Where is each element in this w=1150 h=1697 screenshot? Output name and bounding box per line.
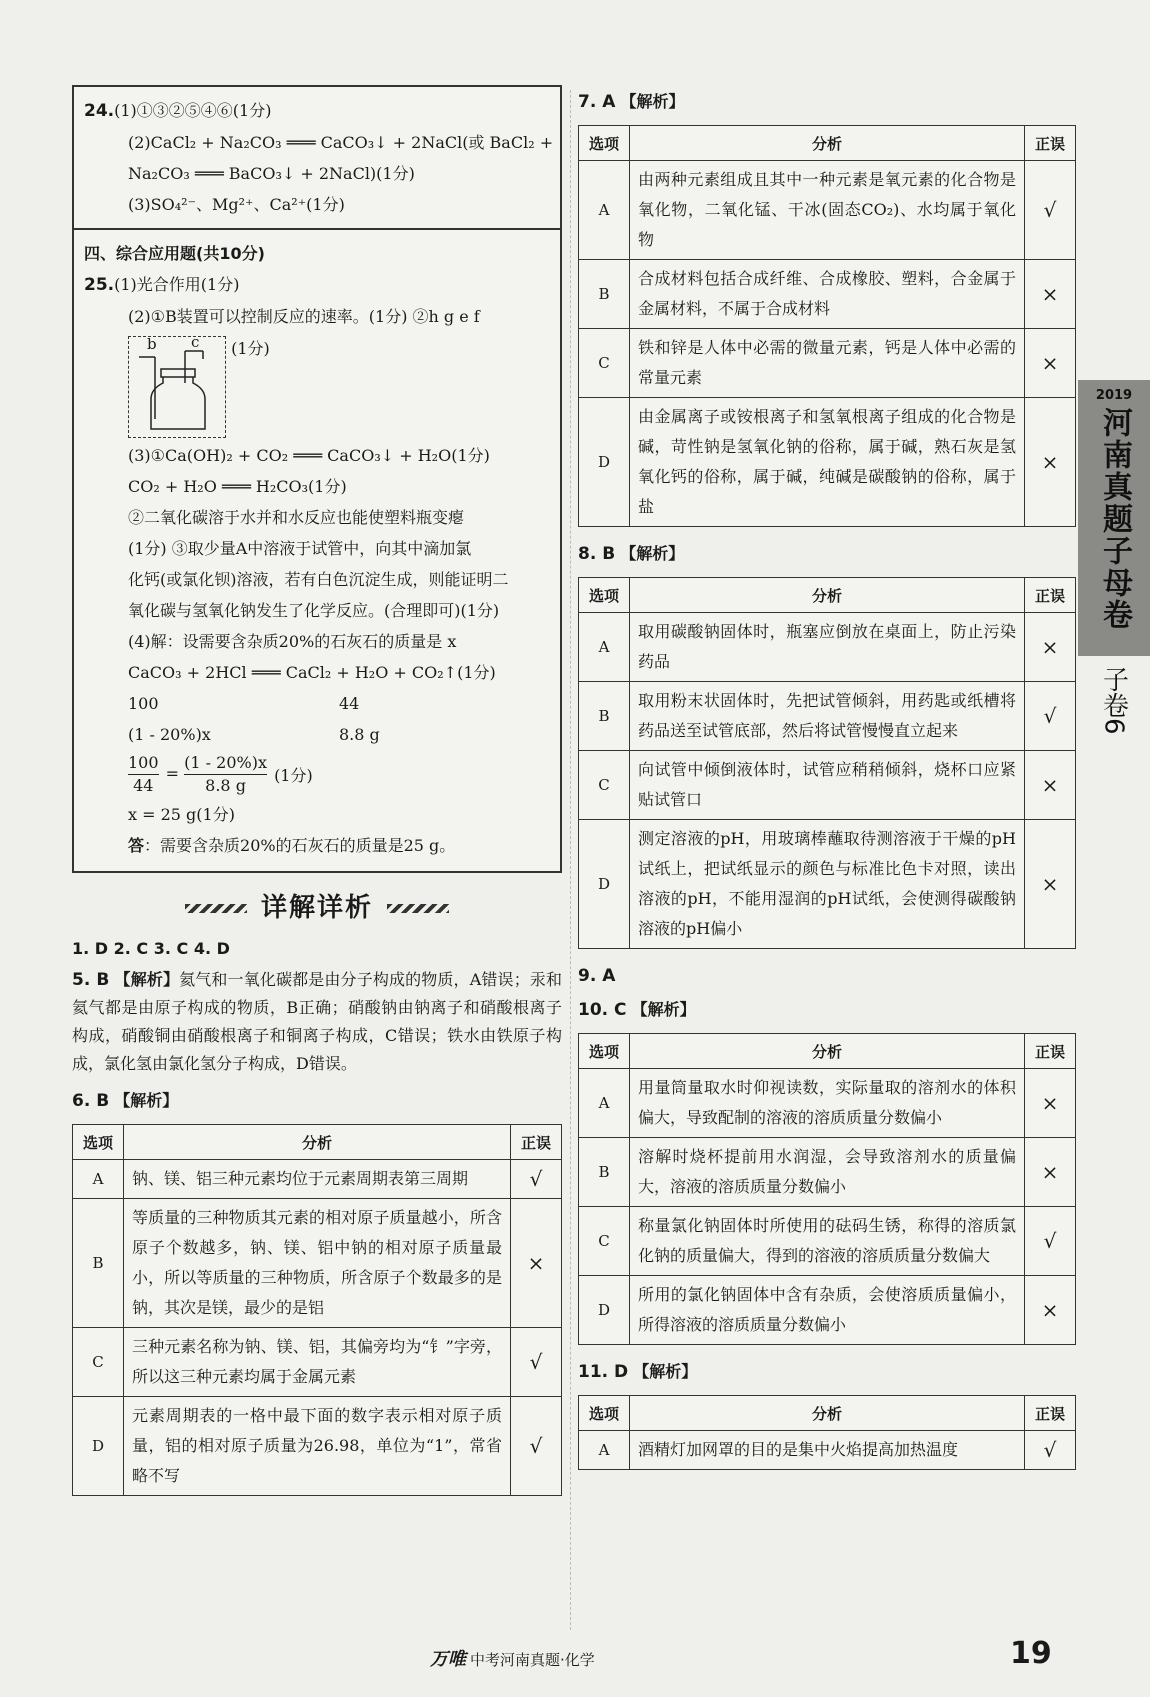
q24-line-4: (3)SO₄²⁻、Mg²⁺、Ca²⁺(1分)	[128, 195, 345, 214]
q24-line-3: Na₂CO₃ ═══ BaCO₃↓ + 2NaCl)(1分)	[128, 164, 415, 183]
side-tab-sub-box	[1078, 656, 1150, 766]
calc-44: 44	[339, 694, 360, 713]
table-row: A 酒精灯加网罩的目的是集中火焰提高加热温度 √	[579, 1431, 1076, 1470]
calc-row-2	[84, 719, 550, 750]
question-8-head: 8. B 【解析】	[578, 544, 685, 564]
q25-line-3: (3)①Ca(OH)₂ + CO₂ ═══ CaCO₃↓ + H₂O(1分)	[128, 446, 490, 465]
q7-table: 选项 分析 正误 A 由两种元素组成且其中一种元素是氧元素的化合物是氧化物，二氧化锰、干冰(固态CO₂)、水均属于氧化物 √ B 合成材料包括合成纤维、合成橡胶、塑料，合金属于金属材料，不属于合成材料 × C 铁和锌是人体中必需的微量元素，钙是人体中必需的常量元素 × D 由金属离子或铵根离子和氢氧根离子组成的化合物是碱，苛性钠是氢氧化钠的俗称，属于碱，熟石灰是氢氧化钙的俗称，属于碱，纯碱是碳酸钠的俗称，属于盐 ×	[578, 125, 1076, 527]
q25-number: 25.	[84, 275, 115, 295]
side-tab	[1078, 380, 1150, 735]
table-row: D 所用的氯化钠固体中含有杂质，会使溶质质量偏小，所得溶液的溶质质量分数偏小 ×	[579, 1276, 1076, 1345]
calc-8-8g: 8.8 g	[339, 725, 380, 744]
q25-line-8: 氧化碳与氢氧化钠发生了化学反应。(合理即可)(1分)	[128, 601, 500, 620]
table-row: B 取用粉末状固体时，先把试管倾斜，用药匙或纸槽将药品送至试管底部，然后将试管慢慢直立起来 √	[579, 682, 1076, 751]
question-10-head: 10. C 【解析】	[578, 1000, 696, 1020]
fraction-row: $\frac{100}{44}$ = $\frac{(1 - 20\%)x}{8.8 g}$ (1分)	[128, 753, 313, 795]
section-4	[74, 228, 560, 861]
heading-stripe-left	[185, 904, 247, 913]
table-row: A 用量筒量取水时仰视读数，实际量取的溶剂水的体积偏大，导致配制的溶液的溶质质量分数偏小 ×	[579, 1069, 1076, 1138]
q8-table: 选项 分析 正误 A 取用碳酸钠固体时，瓶塞应倒放在桌面上，防止污染药品 × B 取用粉末状固体时，先把试管倾斜，用药匙或纸槽将药品送至试管底部，然后将试管慢慢直立起来 √ C 向试管中倾倒液体时，试管应稍稍倾斜，烧杯口应紧贴试管口 × D 测定溶液的pH，用玻璃棒蘸取待测溶液于干燥的pH试纸上，把试纸显示的颜色与标准比色卡对照，读出溶液的pH，不能用湿润的pH试纸，会使测得碳酸钠溶液的pH偏小 ×	[578, 577, 1076, 949]
question-5: 5. B 【解析】氦气和一氧化碳都是由分子构成的物质，A错误；汞和氦气都是由原子构成的物质，B正确；硝酸钠由钠离子和硝酸根离子构成，硝酸铜由硝酸根离子和铜离子构成，C错误；铁水由铁原子构成，氯化氢由氯化氢分子构成，D错误。	[72, 970, 562, 1073]
q25-line-7: 化钙(或氯化钡)溶液，若有白色沉淀生成，则能证明二	[128, 570, 509, 589]
answers-1-to-4: 1. D 2. C 3. C 4. D	[72, 939, 230, 958]
question-7-head: 7. A 【解析】	[578, 92, 685, 112]
q24-line-2: (2)CaCl₂ + Na₂CO₃ ═══ CaCO₃↓ + 2NaCl(或 BaCl₂ +	[128, 133, 554, 152]
q11-table: 选项 分析 正误 A 酒精灯加网罩的目的是集中火焰提高加热温度 √	[578, 1395, 1076, 1470]
table-row: C 称量氯化钠固体时所使用的砝码生锈，称得的溶质氯化钠的质量偏大，得到的溶液的溶质质量分数偏大 √	[579, 1207, 1076, 1276]
table-row: A 由两种元素组成且其中一种元素是氧元素的化合物是氧化物，二氧化锰、干冰(固态CO₂)、水均属于氧化物 √	[579, 161, 1076, 260]
table-row: B 溶解时烧杯提前用水润湿，会导致溶剂水的质量偏大，溶液的溶质质量分数偏小 ×	[579, 1138, 1076, 1207]
page-number: 19	[1010, 1636, 1052, 1671]
table-row: D 由金属离子或铵根离子和氢氧根离子组成的化合物是碱，苛性钠是氢氧化钠的俗称，属于碱，熟石灰是氢氧化钙的俗称，属于碱，纯碱是碳酸钠的俗称，属于盐 ×	[579, 398, 1076, 527]
q10-table: 选项 分析 正误 A 用量筒量取水时仰视读数，实际量取的溶剂水的体积偏大，导致配制的溶液的溶质质量分数偏小 × B 溶解时烧杯提前用水润湿，会导致溶剂水的质量偏大，溶液的溶质质量分数偏小 × C 称量氯化钠固体时所使用的砝码生锈，称得的溶质氯化钠的质量偏大，得到的溶液的溶质质量分数偏大 √ D 所用的氯化钠固体中含有杂质，会使溶质质量偏小，所得溶液的溶质质量分数偏小 ×	[578, 1033, 1076, 1345]
question-6-head: 6. B 【解析】	[72, 1091, 179, 1111]
q25-line-9: (4)解：设需要含杂质20%的石灰石的质量是 x	[128, 632, 457, 651]
calc-100: 100	[128, 694, 159, 713]
bottle-score: (1分)	[231, 339, 270, 358]
footer-text: 中考河南真题·化学	[470, 1651, 595, 1669]
footer	[430, 1645, 595, 1671]
fraction-score: (1分)	[274, 766, 313, 785]
table-row: C 三种元素名称为钠、镁、铝，其偏旁均为“钅”字旁，所以这三种元素均属于金属元素 √	[73, 1328, 562, 1397]
gas-bottle-diagram	[128, 333, 226, 438]
table-row: C 向试管中倾倒液体时，试管应稍稍倾斜，烧杯口应紧贴试管口 ×	[579, 751, 1076, 820]
heading-stripe-right	[387, 904, 449, 913]
bottle-row	[84, 333, 550, 438]
table-row: C 铁和锌是人体中必需的微量元素，钙是人体中必需的常量元素 ×	[579, 329, 1076, 398]
right-column	[578, 85, 1076, 1480]
section-heading	[72, 887, 562, 924]
column-divider	[570, 90, 571, 1630]
table-row: D 测定溶液的pH，用玻璃棒蘸取待测溶液于干燥的pH试纸上，把试纸显示的颜色与标准比色卡对照，读出溶液的pH，不能用湿润的pH试纸，会使测得碳酸钠溶液的pH偏小 ×	[579, 820, 1076, 949]
side-tab-year: 2019	[1095, 388, 1133, 403]
q6-table: 选项 分析 正误 A 钠、镁、铝三种元素均位于元素周期表第三周期 √ B 等质量的三种物质其元素的相对原子质量越小，所含原子个数越多，钠、镁、铝中钠的相对原子质量最小，所以等质量的三种物质，所含原子个数最多的是钠，其次是镁，最少的是铝 × C 三种元素名称为钠、镁、铝，其偏旁均为“钅”字旁，所以这三种元素均属于金属元素 √ D 元素周期表的一格中最下面的数字表示相对原子质量，铝的相对原子质量为26.98，单位为“1”，常省略不写 √	[72, 1124, 562, 1496]
bottle-label-b: b	[147, 335, 157, 353]
fraction-2: $\frac{(1 - 20\%)x}{8.8 g}$	[184, 753, 267, 795]
calc-row-1	[84, 688, 550, 719]
q25-line-5: ②二氧化碳溶于水并和水反应也能使塑料瓶变瘪	[128, 508, 465, 527]
section-4-title: 四、综合应用题(共10分)	[84, 244, 265, 263]
q25-line-11: x = 25 g(1分)	[128, 805, 235, 824]
footer-brand: 万唯	[430, 1649, 466, 1670]
table-row: B 合成材料包括合成纤维、合成橡胶、塑料，合金属于金属材料，不属于合成材料 ×	[579, 260, 1076, 329]
table-row: D 元素周期表的一格中最下面的数字表示相对原子质量，铝的相对原子质量为26.98，单位为“1”，常省略不写 √	[73, 1397, 562, 1496]
q25-line-10: CaCO₃ + 2HCl ═══ CaCl₂ + H₂O + CO₂↑(1分)	[128, 663, 496, 682]
table-row: B 等质量的三种物质其元素的相对原子质量越小，所含原子个数越多，钠、镁、铝中钠的相对原子质量最小，所以等质量的三种物质，所含原子个数最多的是钠，其次是镁，最少的是铝 ×	[73, 1199, 562, 1328]
calc-x: (1 - 20%)x	[128, 725, 211, 744]
question-24	[84, 95, 554, 220]
q24-number: 24.	[84, 101, 115, 121]
q25-line-1: (1)光合作用(1分)	[114, 275, 240, 294]
left-column	[72, 85, 562, 1506]
table-row: A 取用碳酸钠固体时，瓶塞应倒放在桌面上，防止污染药品 ×	[579, 613, 1076, 682]
answer-text: ：需要含杂质20%的石灰石的质量是25 g。	[144, 836, 456, 855]
q24-line-1: (1)①③②⑤④⑥(1分)	[114, 101, 272, 120]
question-11-head: 11. D 【解析】	[578, 1362, 698, 1382]
bottle-label-c: c	[191, 333, 200, 351]
table-row: A 钠、镁、铝三种元素均位于元素周期表第三周期 √	[73, 1160, 562, 1199]
answer-line	[84, 830, 550, 861]
question-9: 9. A	[578, 966, 616, 986]
fraction-1: $\frac{100}{44}$	[128, 753, 159, 795]
side-tab-title: 河南真题子母卷	[1097, 407, 1132, 631]
q25-line-6: (1分) ③取少量A中溶液于试管中，向其中滴加氯	[128, 539, 472, 558]
side-tab-sub: 子卷6	[1098, 666, 1129, 735]
q25-line-4: CO₂ + H₂O ═══ H₂CO₃(1分)	[128, 477, 347, 496]
answer-label: 答	[128, 836, 145, 855]
answer-box	[72, 85, 562, 873]
q25-line-2: (2)①B装置可以控制反应的速率。(1分) ②h g e f	[128, 307, 480, 326]
heading-text: 详解详析	[260, 893, 373, 923]
